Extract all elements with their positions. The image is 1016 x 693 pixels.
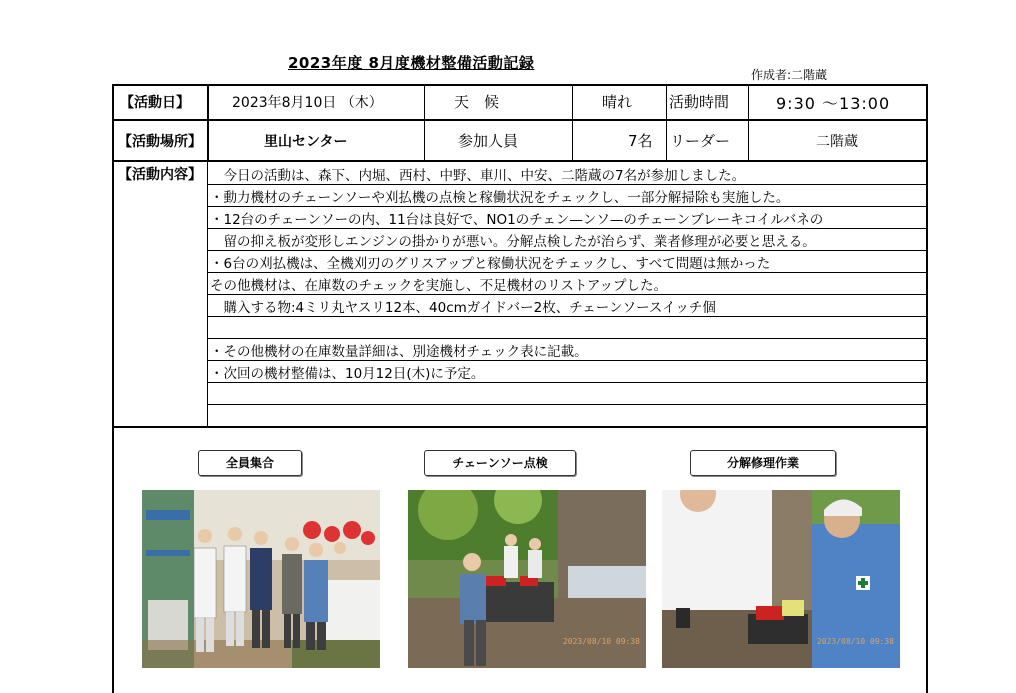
author-label: 作成者:二階蔵 bbox=[751, 68, 828, 82]
photo-chainsaw-check bbox=[408, 490, 646, 668]
record-sheet bbox=[112, 84, 928, 693]
content-line: 留の抑え板が変形しエンジンの掛かりが悪い。分解点検したが治らず、業者修理が必要と思える。 bbox=[210, 234, 816, 250]
time-value: 9:30 〜13:00 bbox=[776, 94, 891, 113]
weather-label: 天 候 bbox=[454, 93, 500, 111]
date-label: 【活動日】 bbox=[120, 95, 190, 111]
participants-label: 参加人員 bbox=[458, 132, 519, 150]
photo-caption-chainsaw-check: チェーンソー点検 bbox=[424, 450, 576, 476]
content-line: 購入する物:4ミリ丸ヤスリ12本、40cmガイドバー2枚、チェーンソースイッチ個 bbox=[210, 300, 716, 316]
content-line: ・6台の刈払機は、全機刈刃のグリスアップと稼働状況をチェックし、すべて問題は無かった bbox=[210, 256, 771, 272]
content-line: ・動力機材のチェーンソーや刈払機の点検と稼働状況をチェックし、一部分解掃除も実施した。 bbox=[210, 190, 790, 206]
place-label: 【活動場所】 bbox=[118, 134, 202, 150]
leader-value: 二階蔵 bbox=[816, 134, 858, 150]
photo-timestamp: 2023/08/10 09:38 bbox=[562, 637, 640, 646]
time-label: 活動時間 bbox=[669, 93, 730, 111]
content-line: ・12台のチェーンソーの内、11台は良好で、NO1のチェン—ンソ—のチェーンブレーキコイルバネの bbox=[210, 212, 824, 228]
photo-caption-repair-work: 分解修理作業 bbox=[690, 450, 836, 476]
photo-all-members bbox=[142, 490, 380, 668]
content-line: 今日の活動は、森下、内堀、西村、中野、車川、中安、二階蔵の7名が参加しました。 bbox=[210, 168, 746, 184]
participants-value: 7名 bbox=[628, 132, 653, 150]
content-line: ・次回の機材整備は、10月12日(木)に予定。 bbox=[210, 366, 485, 382]
place-value: 里山センター bbox=[264, 134, 348, 150]
photo-timestamp: 2023/08/10 09:38 bbox=[816, 637, 894, 646]
photo-caption-all-members: 全員集合 bbox=[198, 450, 302, 476]
document-title: 2023年度 8月度機材整備活動記録 bbox=[288, 54, 535, 72]
leader-label: リーダー bbox=[670, 132, 731, 150]
content-label: 【活動内容】 bbox=[118, 167, 202, 183]
content-line: ・その他機材の在庫数量詳細は、別途機材チェック表に記載。 bbox=[210, 344, 588, 360]
weather-value: 晴れ bbox=[602, 93, 633, 111]
content-line: その他機材は、在庫数のチェックを実施し、不足機材のリストアップした。 bbox=[210, 278, 667, 294]
photo-repair-work bbox=[662, 490, 900, 668]
date-value: 2023年8月10日 （木） bbox=[232, 95, 383, 111]
